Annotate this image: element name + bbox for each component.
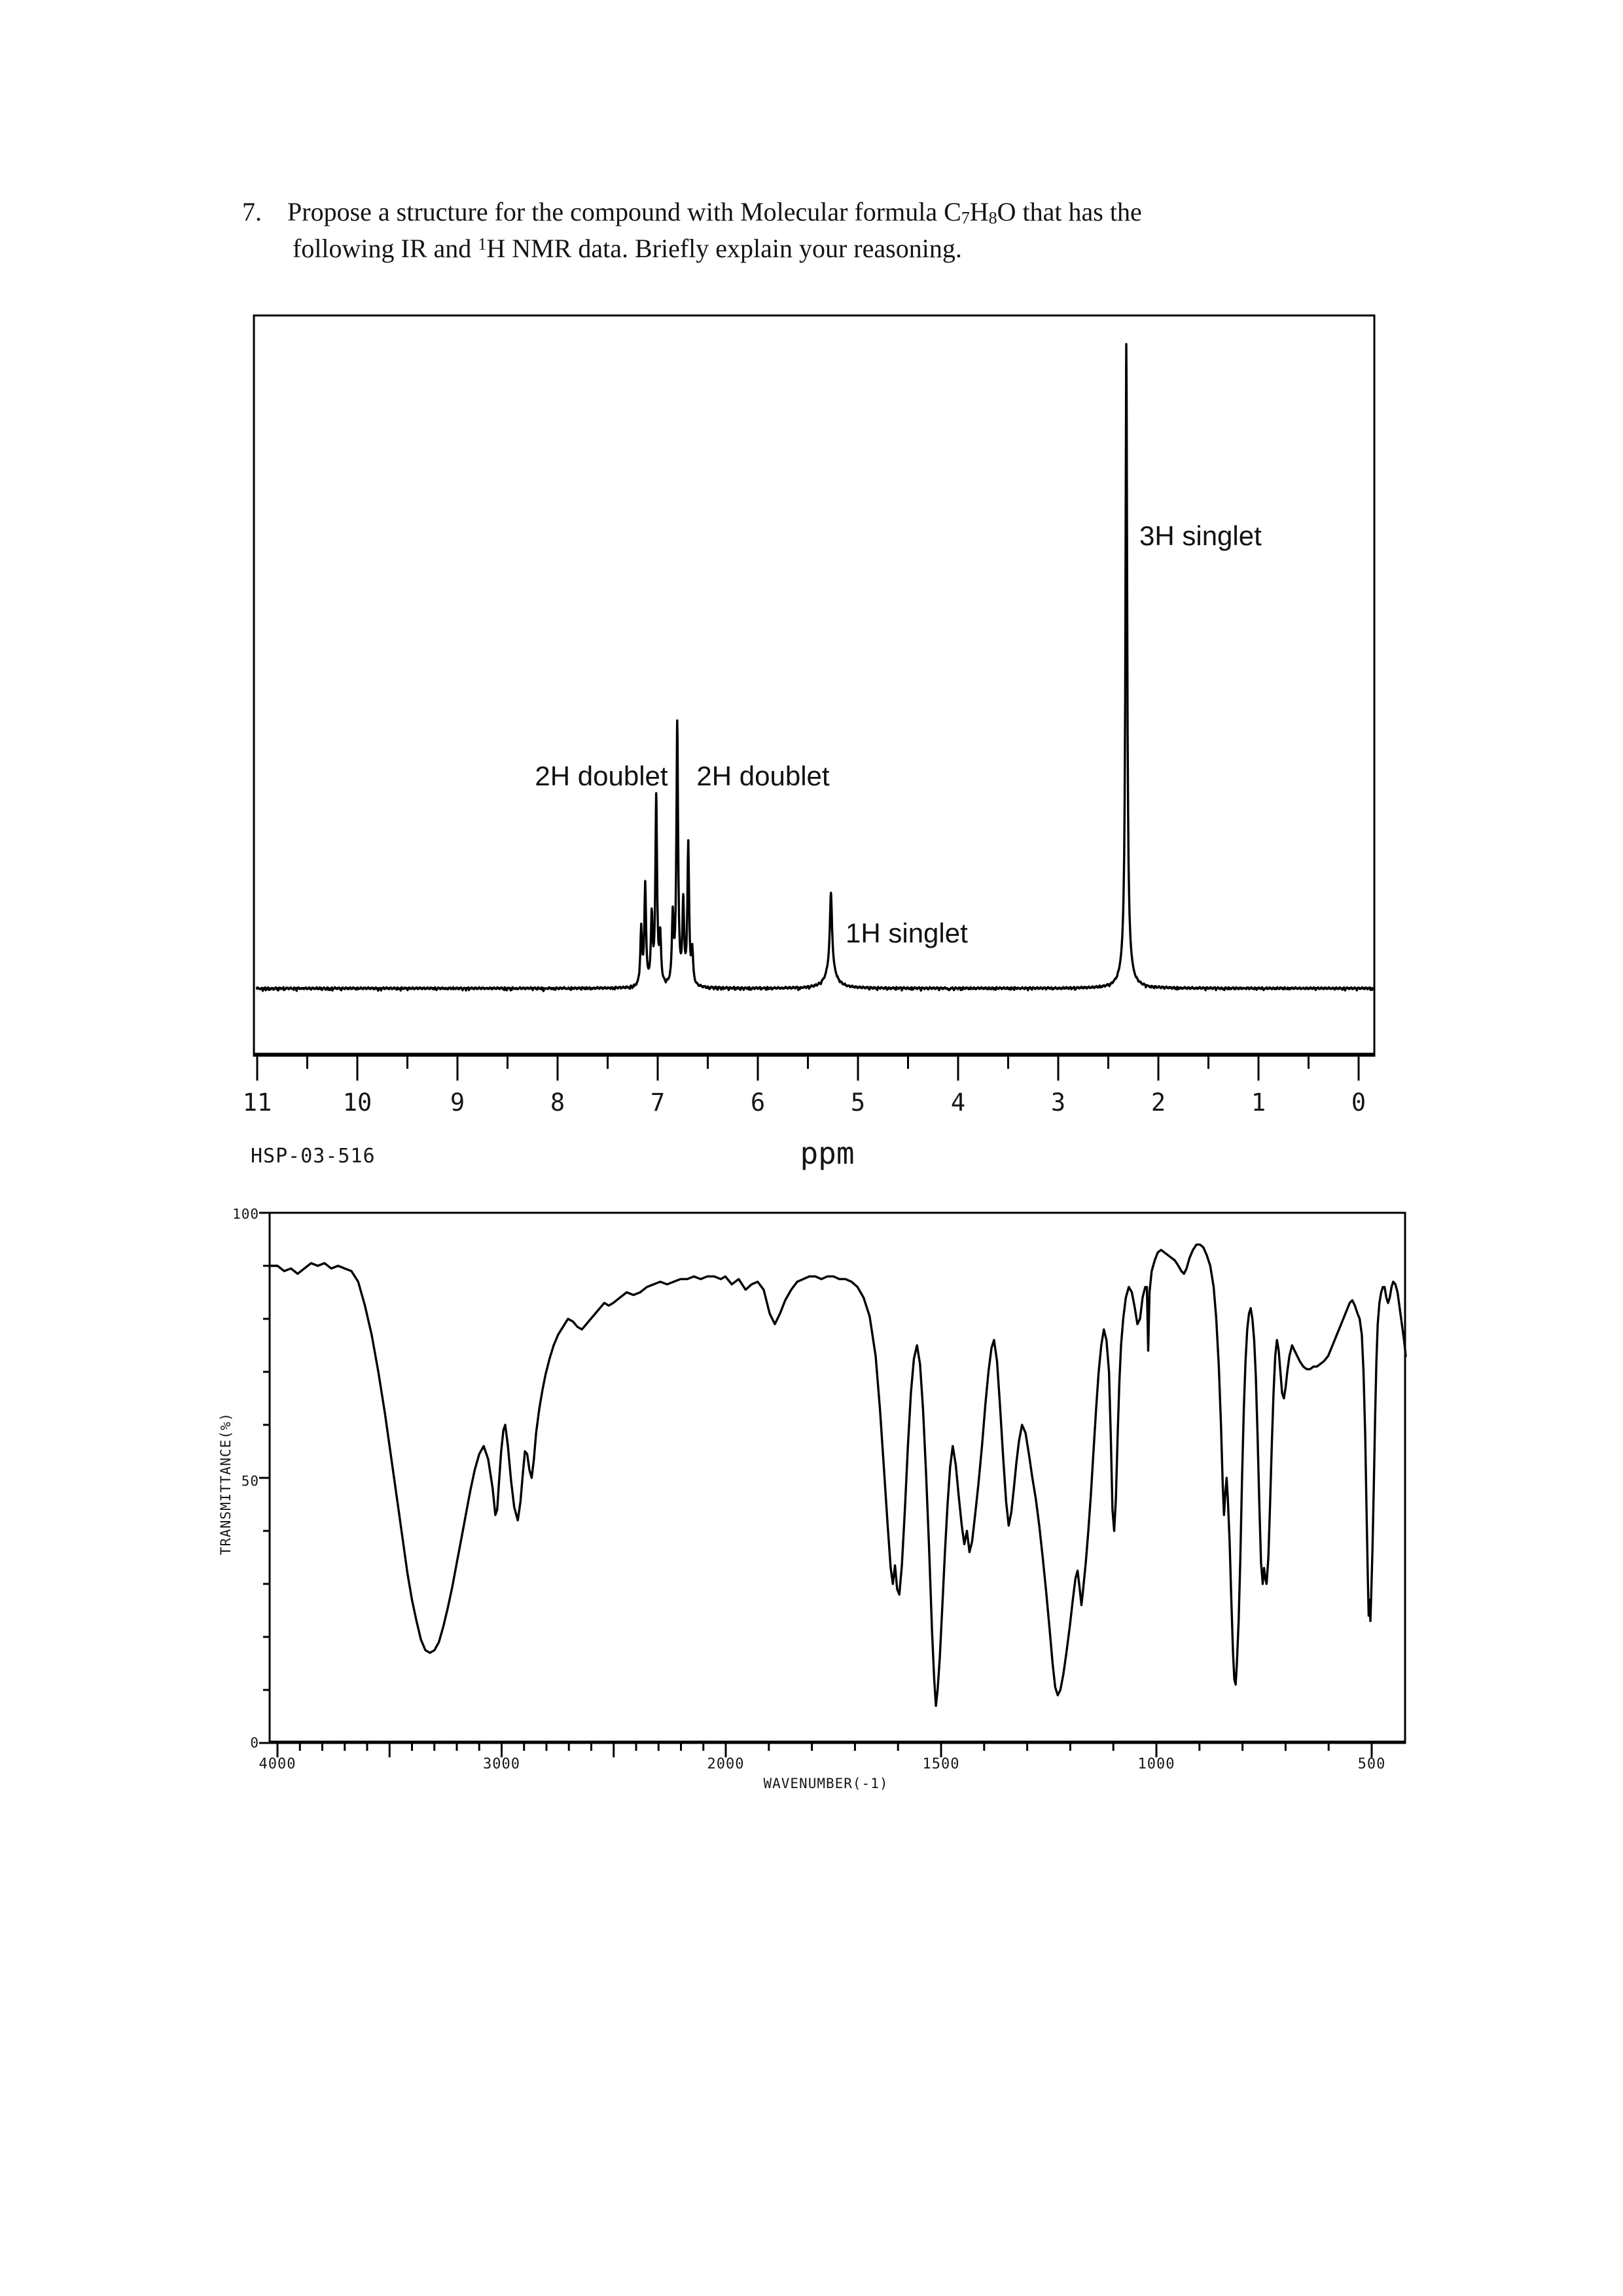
ir-x-tick-label: 500 [1357, 1756, 1386, 1772]
nmr-tick-label: 0 [1351, 1088, 1366, 1117]
nmr-tick-label: 9 [450, 1088, 465, 1117]
question-text: following IR and [293, 234, 478, 263]
nmr-tick-label: 7 [650, 1088, 666, 1117]
ir-x-tick-label: 2000 [707, 1756, 745, 1772]
nmr-x-axis-label: ppm [800, 1136, 855, 1171]
nmr-tick-label: 4 [950, 1088, 966, 1117]
nmr-tick-label: 8 [550, 1088, 565, 1117]
question-text: H [969, 197, 989, 226]
nmr-peak-annotation: 2H doublet [696, 761, 830, 791]
ir-y-tick-label: 100 [232, 1206, 259, 1222]
ir-x-tick-label: 1500 [922, 1756, 960, 1772]
formula-subscript: 7 [961, 208, 970, 228]
ir-trace [270, 1245, 1406, 1706]
ir-x-tick-label: 3000 [483, 1756, 520, 1772]
ir-x-tick-label: 1000 [1137, 1756, 1175, 1772]
formula-subscript: 8 [988, 208, 997, 228]
question-text: O that has the [997, 197, 1142, 226]
nmr-peak-annotation: 2H doublet [535, 761, 668, 791]
nmr-chart [216, 301, 1414, 1191]
nmr-superscript: 1 [478, 234, 487, 254]
ir-x-axis-label: WAVENUMBER(-1) [763, 1776, 889, 1791]
nmr-tick-label: 5 [850, 1088, 866, 1117]
nmr-sample-id: HSP-03-516 [251, 1145, 376, 1168]
ir-plot-border [270, 1213, 1405, 1743]
question-line-2 [293, 233, 962, 264]
nmr-peak-annotation: 3H singlet [1139, 520, 1262, 551]
nmr-tick-label: 1 [1251, 1088, 1266, 1117]
nmr-plot-border [254, 315, 1374, 1056]
nmr-tick-label: 10 [342, 1088, 372, 1117]
ir-y-axis-label: TRANSMITTANCE(%) [218, 1412, 234, 1556]
question-line-1 [242, 196, 1142, 228]
nmr-tick-label: 6 [750, 1088, 766, 1117]
ir-y-tick-label: 0 [250, 1735, 259, 1751]
nmr-tick-label: 3 [1050, 1088, 1066, 1117]
ir-chart [196, 1178, 1440, 1806]
ir-x-tick-label: 4000 [259, 1756, 296, 1772]
nmr-tick-label: 2 [1150, 1088, 1166, 1117]
nmr-tick-label: 11 [242, 1088, 272, 1117]
question-text: Propose a structure for the compound with Molecular formula C [287, 197, 961, 226]
nmr-trace [256, 344, 1373, 991]
nmr-peak-annotation: 1H singlet [846, 918, 968, 948]
ir-y-tick-label: 50 [241, 1473, 259, 1489]
question-text: H NMR data. Briefly explain your reasoning. [486, 234, 962, 263]
question-number: 7. [242, 197, 262, 226]
